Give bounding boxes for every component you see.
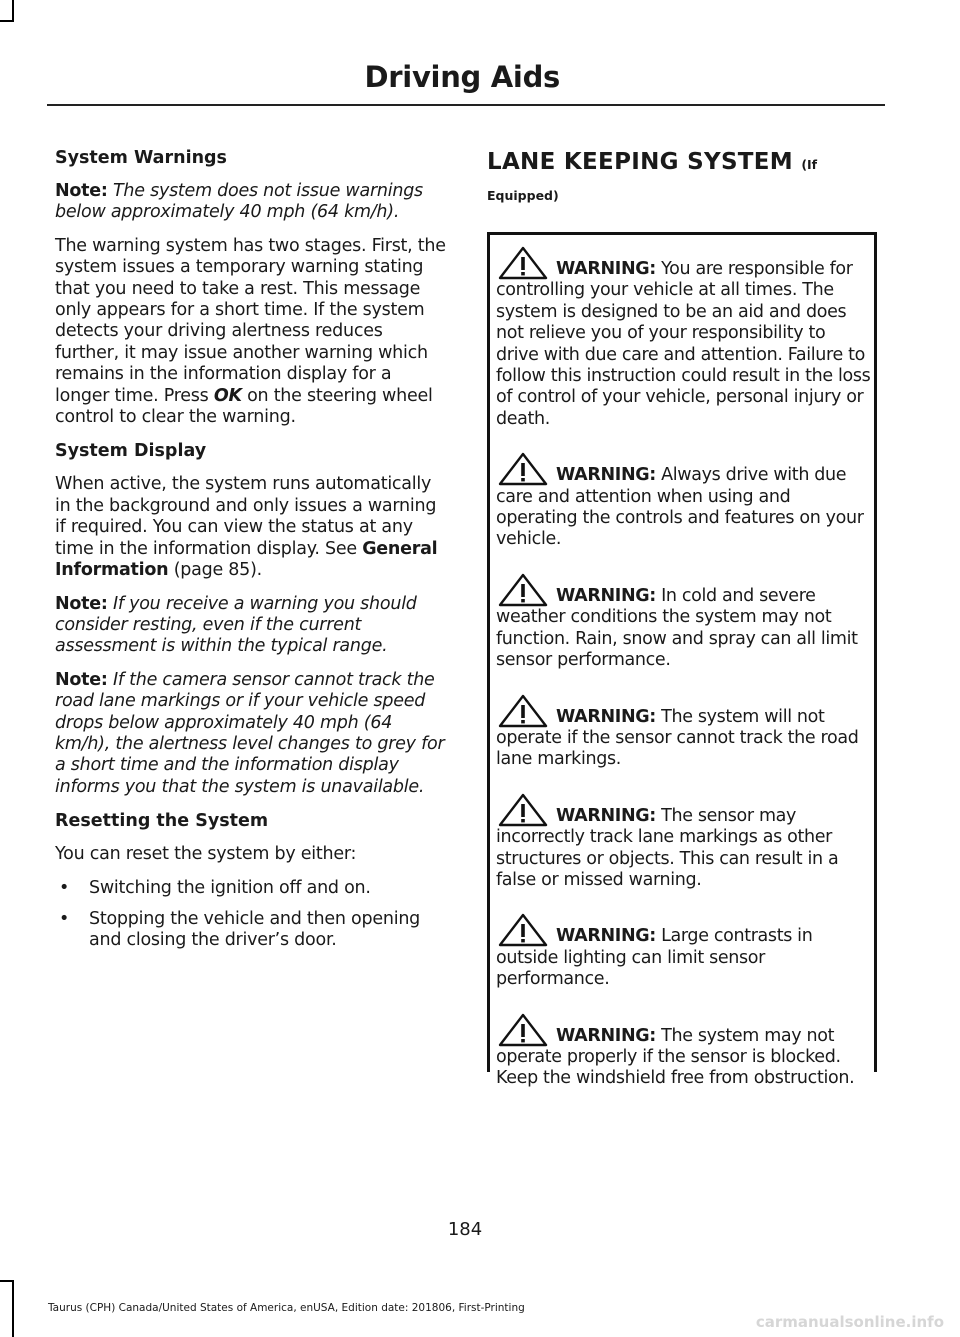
note-text: If the camera sensor cannot track the road lane markings or if your vehicle speed drops below approximately 40 mph (64 km/h), the alertness level changes to grey for a short time and the information display informs you that the system is unavailable. [55,669,445,797]
list-item [55,878,450,899]
note-text: The system does not issue warnings below approximately 40 mph (64 km/h). [55,181,423,223]
warning-label: WARNING: [556,585,656,606]
system-display-heading: System Display [55,441,207,462]
warning-text: In cold and severe weather conditions the system may not function. Rain, snow and spray can all limit sensor performance. [496,585,858,671]
warnings-list [496,246,872,1112]
warning-text: The sensor may incorrectly track lane markings as other structures or objects. This can result in a false or missed warning. [496,805,839,890]
warning-label: WARNING: [556,805,656,826]
note-label: Note: [55,669,108,690]
crop-mark-bottom-left-v [12,1280,14,1337]
warning-text: Large contrasts in outside lighting can limit sensor performance. [496,926,813,990]
note-text: If you receive a warning you should consider resting, even if the current assessment is within the typical range. [55,593,417,657]
crop-mark-bottom-left-h [0,1280,14,1282]
section-title [487,147,877,180]
crop-mark-top-left-h [0,20,14,22]
section-title-text: LANE KEEPING SYSTEM [487,149,793,175]
warning-text: The system may not operate properly if the sensor is blocked. Keep the windshield free from obstruction. [496,1025,855,1089]
section-subtitle: Equipped) [487,188,559,203]
site-watermark: carmanualsonline.info [755,1313,944,1331]
left-column [55,147,450,962]
paragraph-text: When active, the system runs automatically in the background and only issues a warning if required. You can view the status at any time in the information display. See [55,474,437,559]
edition-footer: Taurus (CPH) Canada/United States of America, enUSA, Edition date: 201806, First-Printing [48,1302,525,1314]
warning-item [496,573,872,672]
warning-triangle-icon [498,913,548,947]
list-item-text: Stopping the vehicle and then opening and closing the driver’s door. [89,908,421,951]
resetting-heading: Resetting the System [55,811,269,832]
bullet-icon: • [59,908,70,929]
reset-intro: You can reset the system by either: [55,844,357,865]
general-information-link[interactable]: General Information [55,538,438,581]
warning-triangle-icon [498,246,548,280]
note-resting [55,594,450,658]
reset-options-list [55,878,450,952]
warning-item [496,694,872,771]
warning-text: You are responsible for controlling your vehicle at all times. The system is designed to be an aid and does not relieve you of your responsibility to drive with due care and attention. Failure to follow this instruction could result in the loss of control of your vehicle, personal injury or death. [496,259,871,429]
warning-item [496,793,872,892]
header-divider [47,104,885,106]
warning-triangle-icon [498,1013,548,1047]
warning-label: WARNING: [556,926,656,947]
warning-label: WARNING: [556,706,656,727]
warning-item [496,1013,872,1090]
paragraph-text: on the steering wheel control to clear the warning. [55,385,433,428]
warning-text: Always drive with due care and attention when using and operating the controls and features on your vehicle. [496,465,864,550]
warning-triangle-icon [498,452,548,486]
list-item [55,909,450,952]
note-label: Note: [55,181,108,201]
warning-label: WARNING: [556,465,656,486]
section-title-qualifier: (If [801,157,818,172]
right-column [487,147,877,203]
warning-stages-paragraph [55,236,450,429]
ok-key-label: OK [213,385,242,406]
list-item-text: Switching the ignition off and on. [89,877,371,898]
system-warnings-heading: System Warnings [55,148,227,168]
page-title: Driving Aids [364,60,560,94]
paragraph-text: (page 85). [168,560,262,581]
warning-triangle-icon [498,694,548,728]
warning-item [496,246,872,430]
note-speed [55,181,450,224]
warning-triangle-icon [498,573,548,607]
bullet-icon: • [59,877,70,898]
warning-item [496,452,872,551]
page-number: 184 [447,1219,483,1240]
warning-label: WARNING: [556,1025,656,1046]
crop-mark-top-left-v [12,0,14,20]
warning-triangle-icon [498,793,548,827]
note-camera [55,670,450,798]
note-label: Note: [55,593,108,614]
system-display-paragraph [55,474,450,581]
paragraph-text: The warning system has two stages. First, the system issues a temporary warning stating that you need to take a rest. This message only appears for a short time. If the system detects your driving alertness reduces further, it may issue another warning which remains in the information display for a longer time. Press [55,235,446,406]
warning-text: The system will not operate if the sensor cannot track the road lane markings. [496,706,859,770]
warning-label: WARNING: [556,259,656,279]
warning-item [496,913,872,990]
